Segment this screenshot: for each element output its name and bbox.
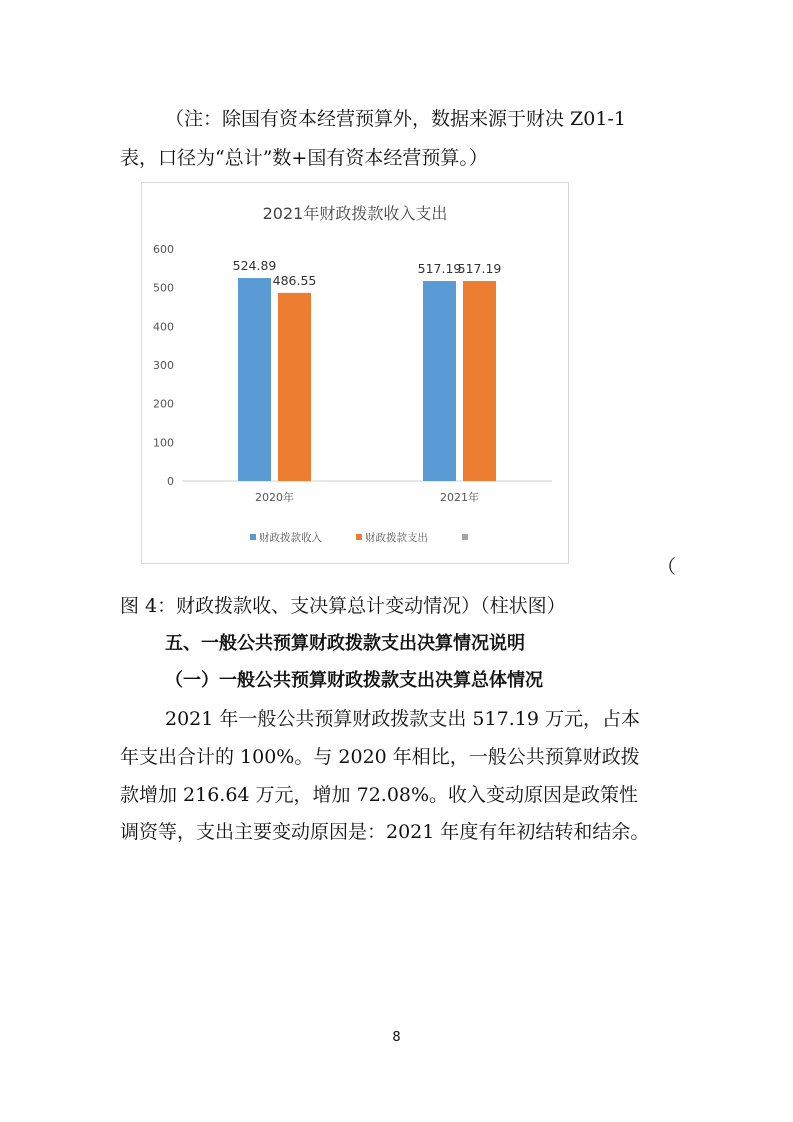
note-line-1	[165, 110, 673, 129]
bar-income	[423, 281, 456, 481]
paragraph-text-1: 2021 年一般公共预算财政拨款支出 517.19 万元，占本	[165, 708, 640, 730]
y-tick-label: 400	[153, 320, 174, 334]
bar-group	[238, 278, 496, 481]
data-label: 524.89	[232, 258, 277, 274]
legend-label: 财政拨款支出	[365, 532, 428, 544]
legend-swatch	[250, 534, 256, 540]
x-tick-label: 2021年	[440, 491, 479, 504]
y-tick-label: 600	[153, 243, 174, 256]
y-tick-label: 500	[153, 281, 174, 295]
paragraph-text-3: 款增加 216.64 万元，增加 72.08%。收入变动原因是政策性	[120, 784, 639, 806]
data-label: 486.55	[272, 272, 317, 288]
figure-caption: 图 4：财政拨款收、支决算总计变动情况）（柱状图）	[120, 595, 566, 617]
y-tick-label: 100	[153, 436, 174, 450]
y-axis-ticks	[153, 243, 174, 488]
paragraph-text-2: 年支出合计的 100%。与 2020 年相比，一般公共预算财政拨	[120, 746, 640, 768]
bar-expense	[278, 293, 311, 481]
legend-swatch	[356, 534, 362, 540]
paren-open: （	[657, 556, 677, 578]
page-number: 8	[392, 1030, 401, 1045]
category-labels	[255, 490, 479, 504]
paragraph-line-4	[120, 823, 673, 842]
bar-expense	[463, 281, 496, 481]
paragraph-line-1	[165, 710, 673, 729]
data-label: 517.19	[457, 261, 502, 277]
chart-frame	[141, 182, 569, 564]
chart-title: 2021年财政拨款收入支出	[262, 204, 448, 223]
legend-label: 财政拨款收入	[259, 532, 322, 544]
note-line-2	[120, 149, 488, 168]
chart-legend	[250, 531, 468, 544]
note-text-1: （注：除国有资本经营预算外，数据来源于财决 Z01-1	[165, 108, 626, 130]
y-tick-label: 200	[153, 397, 174, 411]
data-labels	[233, 258, 502, 288]
y-tick-label: 0	[167, 475, 174, 488]
paragraph-line-2	[120, 748, 673, 767]
legend-swatch	[462, 534, 468, 540]
paragraph-text-4: 调资等，支出主要变动原因是：2021 年度有年初结转和结余。	[120, 821, 650, 843]
bar-chart	[142, 183, 568, 563]
note-text-2: 表，口径为“总计”数+国有资本经营预算。）	[120, 147, 488, 169]
y-tick-label: 300	[153, 359, 174, 372]
x-tick-label: 2020年	[255, 491, 294, 504]
subsection-heading: （一）一般公共预算财政拨款支出决算总体情况	[165, 670, 543, 691]
data-label: 517.19	[417, 261, 462, 277]
bar-income	[238, 278, 271, 481]
section-heading: 五、一般公共预算财政拨款支出决算情况说明	[165, 633, 525, 654]
paragraph-line-3	[120, 786, 673, 805]
